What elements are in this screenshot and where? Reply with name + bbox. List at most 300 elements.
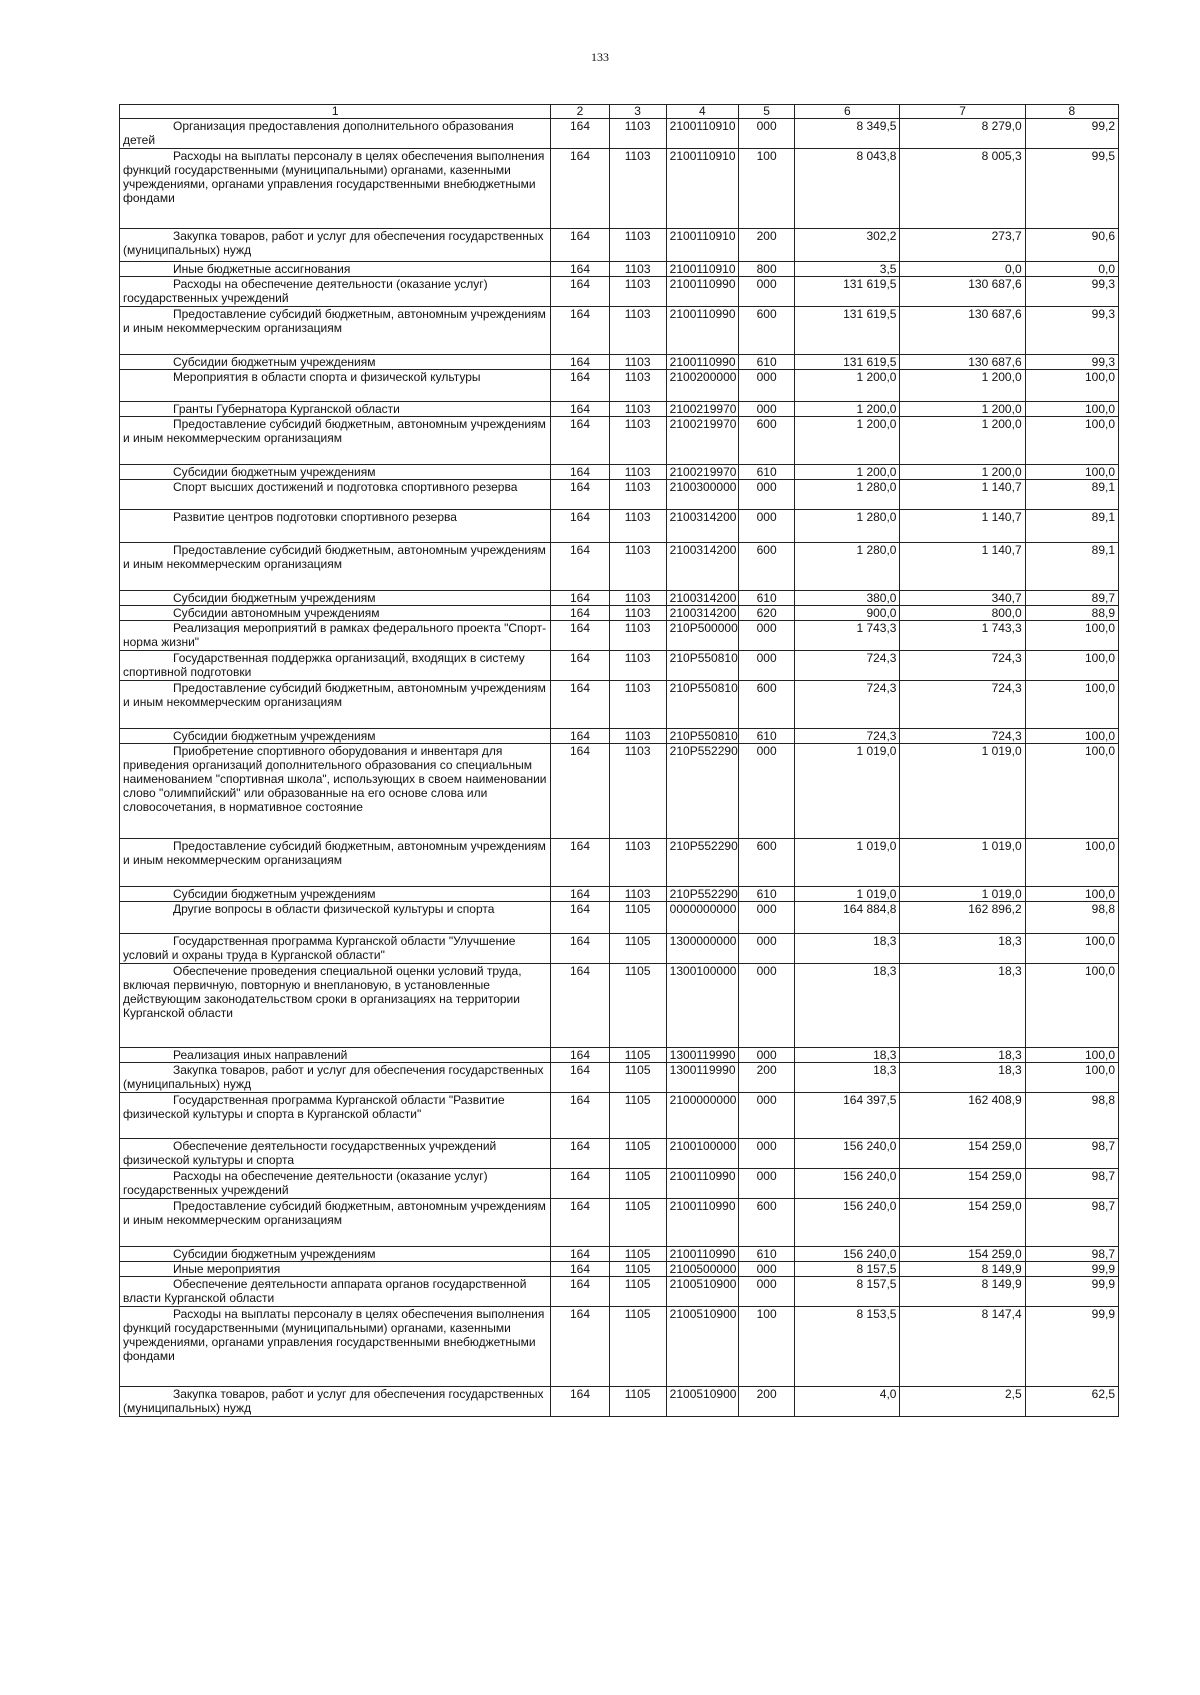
percent-cell: 0,0 — [1025, 262, 1118, 277]
table-row — [120, 119, 1119, 149]
target-article-cell: 2100314200 — [666, 591, 738, 606]
percent-cell: 88,9 — [1025, 606, 1118, 621]
plan-amount-cell: 18,3 — [795, 1048, 900, 1063]
table-row — [120, 651, 1119, 681]
table-row — [120, 606, 1119, 621]
target-article-cell: 1300100000 — [666, 964, 738, 1048]
ministry-code-cell: 164 — [551, 1093, 609, 1139]
percent-cell: 89,1 — [1025, 510, 1118, 543]
plan-amount-cell: 1 280,0 — [795, 510, 900, 543]
row-name-text: Предоставление субсидий бюджетным, автономным учреждениям и иным некоммерческим организациям — [123, 1199, 546, 1227]
ministry-code-cell: 164 — [551, 839, 609, 887]
fact-amount-cell: 1 140,7 — [900, 480, 1025, 510]
ministry-code-cell: 164 — [551, 1048, 609, 1063]
expense-type-cell: 610 — [739, 355, 795, 370]
row-name-text: Государственная программа Курганской области "Развитие физической культуры и спорта в Курганской области" — [123, 1093, 505, 1121]
percent-cell: 89,1 — [1025, 543, 1118, 591]
fact-amount-cell: 0,0 — [900, 262, 1025, 277]
row-name-cell — [120, 370, 551, 402]
fact-amount-cell: 8 147,4 — [900, 1307, 1025, 1387]
row-name-text: Иные бюджетные ассигнования — [173, 262, 351, 276]
section-code-cell: 1105 — [609, 1199, 666, 1247]
expense-type-cell: 800 — [739, 262, 795, 277]
table-row — [120, 1199, 1119, 1247]
ministry-code-cell: 164 — [551, 887, 609, 902]
percent-cell: 100,0 — [1025, 651, 1118, 681]
section-code-cell: 1105 — [609, 1247, 666, 1262]
section-code-cell: 1105 — [609, 934, 666, 964]
table-row — [120, 465, 1119, 480]
row-name-text: Организация предоставления дополнительного образования детей — [123, 119, 514, 147]
plan-amount-cell: 8 043,8 — [795, 149, 900, 229]
section-code-cell: 1103 — [609, 402, 666, 417]
plan-amount-cell: 1 200,0 — [795, 402, 900, 417]
target-article-cell: 2100110990 — [666, 1199, 738, 1247]
percent-cell: 100,0 — [1025, 465, 1118, 480]
percent-cell: 62,5 — [1025, 1387, 1118, 1417]
plan-amount-cell: 724,3 — [795, 729, 900, 744]
table-row — [120, 1093, 1119, 1139]
expense-type-cell: 000 — [739, 277, 795, 307]
fact-amount-cell: 8 005,3 — [900, 149, 1025, 229]
table-row — [120, 591, 1119, 606]
target-article-cell: 2100314200 — [666, 606, 738, 621]
target-article-cell: 2100314200 — [666, 510, 738, 543]
ministry-code-cell: 164 — [551, 370, 609, 402]
table-row — [120, 964, 1119, 1048]
row-name-text: Приобретение спортивного оборудования и инвентаря для приведения организаций дополнительного образования со специальным наименованием "спортивная школа", использующих в своем наименовании слово "олимпийский" или образованные на его основе слова или словосочетания, в нормативное состояние — [123, 744, 547, 814]
row-name-text: Предоставление субсидий бюджетным, автономным учреждениям и иным некоммерческим организациям — [123, 307, 546, 335]
row-name-text: Реализация мероприятий в рамках федерального проекта "Спорт-норма жизни" — [123, 621, 547, 649]
section-code-cell: 1105 — [609, 1307, 666, 1387]
table-row — [120, 1169, 1119, 1199]
fact-amount-cell: 1 200,0 — [900, 370, 1025, 402]
expense-type-cell: 000 — [739, 1139, 795, 1169]
expense-type-cell: 000 — [739, 902, 795, 934]
expense-type-cell: 000 — [739, 621, 795, 651]
row-name-text: Реализация иных направлений — [173, 1048, 348, 1062]
target-article-cell: 2100110910 — [666, 229, 738, 262]
row-name-text: Обеспечение проведения специальной оценки условий труда, включая первичную, повторную и внеплановую, в установленные действующим законодательством сроки в организациях на территории Курганской области — [123, 964, 522, 1020]
section-code-cell: 1103 — [609, 744, 666, 839]
section-code-cell: 1103 — [609, 729, 666, 744]
ministry-code-cell: 164 — [551, 591, 609, 606]
table-body — [120, 119, 1119, 1417]
expense-type-cell: 600 — [739, 681, 795, 729]
plan-amount-cell: 156 240,0 — [795, 1139, 900, 1169]
section-code-cell: 1103 — [609, 277, 666, 307]
ministry-code-cell: 164 — [551, 402, 609, 417]
page-number: 133 — [591, 50, 609, 64]
expense-type-cell: 000 — [739, 370, 795, 402]
percent-cell: 99,9 — [1025, 1277, 1118, 1307]
fact-amount-cell: 1 140,7 — [900, 510, 1025, 543]
section-code-cell: 1105 — [609, 1139, 666, 1169]
fact-amount-cell: 8 149,9 — [900, 1262, 1025, 1277]
row-name-cell — [120, 651, 551, 681]
percent-cell: 98,7 — [1025, 1247, 1118, 1262]
row-name-text: Развитие центров подготовки спортивного резерва — [173, 510, 457, 524]
section-code-cell: 1103 — [609, 229, 666, 262]
fact-amount-cell: 724,3 — [900, 651, 1025, 681]
percent-cell: 100,0 — [1025, 729, 1118, 744]
expense-type-cell: 000 — [739, 651, 795, 681]
row-name-cell — [120, 1093, 551, 1139]
plan-amount-cell: 1 280,0 — [795, 543, 900, 591]
ministry-code-cell: 164 — [551, 1169, 609, 1199]
table-row — [120, 1307, 1119, 1387]
row-name-cell — [120, 510, 551, 543]
ministry-code-cell: 164 — [551, 1139, 609, 1169]
table-row — [120, 355, 1119, 370]
plan-amount-cell: 131 619,5 — [795, 277, 900, 307]
table-row — [120, 902, 1119, 934]
target-article-cell: 210P550810 — [666, 681, 738, 729]
expense-type-cell: 000 — [739, 1048, 795, 1063]
table-header — [120, 105, 1119, 119]
plan-amount-cell: 1 200,0 — [795, 370, 900, 402]
ministry-code-cell: 164 — [551, 729, 609, 744]
fact-amount-cell: 18,3 — [900, 964, 1025, 1048]
row-name-cell — [120, 1169, 551, 1199]
target-article-cell: 2100219970 — [666, 402, 738, 417]
percent-cell: 89,7 — [1025, 591, 1118, 606]
ministry-code-cell: 164 — [551, 277, 609, 307]
row-name-cell — [120, 1199, 551, 1247]
column-header-section: 3 — [609, 105, 666, 119]
percent-cell: 100,0 — [1025, 839, 1118, 887]
row-name-text: Государственная программа Курганской области "Улучшение условий и охраны труда в Курганской области" — [123, 934, 516, 962]
column-header-fact: 7 — [900, 105, 1025, 119]
row-name-text: Расходы на обеспечение деятельности (оказание услуг) государственных учреждений — [123, 1169, 488, 1197]
row-name-cell — [120, 262, 551, 277]
row-name-text: Субсидии бюджетным учреждениям — [173, 591, 376, 605]
plan-amount-cell: 3,5 — [795, 262, 900, 277]
plan-amount-cell: 1 019,0 — [795, 744, 900, 839]
row-name-cell — [120, 229, 551, 262]
row-name-text: Закупка товаров, работ и услуг для обеспечения государственных (муниципальных) нужд — [123, 1387, 544, 1415]
target-article-cell: 2100100000 — [666, 1139, 738, 1169]
section-code-cell: 1103 — [609, 510, 666, 543]
row-name-cell — [120, 591, 551, 606]
plan-amount-cell: 8 157,5 — [795, 1262, 900, 1277]
expense-type-cell: 200 — [739, 229, 795, 262]
plan-amount-cell: 302,2 — [795, 229, 900, 262]
plan-amount-cell: 156 240,0 — [795, 1247, 900, 1262]
expense-type-cell: 600 — [739, 1199, 795, 1247]
ministry-code-cell: 164 — [551, 681, 609, 729]
row-name-text: Обеспечение деятельности аппарата органов государственной власти Курганской области — [123, 1277, 527, 1305]
ministry-code-cell: 164 — [551, 307, 609, 355]
ministry-code-cell: 164 — [551, 465, 609, 480]
target-article-cell: 210P552290 — [666, 839, 738, 887]
expense-type-cell: 600 — [739, 307, 795, 355]
expense-type-cell: 000 — [739, 480, 795, 510]
target-article-cell: 210P550810 — [666, 651, 738, 681]
target-article-cell: 2100219970 — [666, 417, 738, 465]
table-row — [120, 729, 1119, 744]
plan-amount-cell: 1 019,0 — [795, 887, 900, 902]
target-article-cell: 2100314200 — [666, 543, 738, 591]
plan-amount-cell: 8 153,5 — [795, 1307, 900, 1387]
percent-cell: 100,0 — [1025, 964, 1118, 1048]
ministry-code-cell: 164 — [551, 149, 609, 229]
row-name-cell — [120, 465, 551, 480]
ministry-code-cell: 164 — [551, 1277, 609, 1307]
section-code-cell: 1103 — [609, 465, 666, 480]
table-row — [120, 262, 1119, 277]
table-row — [120, 543, 1119, 591]
row-name-cell — [120, 1307, 551, 1387]
ministry-code-cell: 164 — [551, 621, 609, 651]
fact-amount-cell: 130 687,6 — [900, 355, 1025, 370]
expense-type-cell: 610 — [739, 591, 795, 606]
section-code-cell: 1103 — [609, 307, 666, 355]
section-code-cell: 1103 — [609, 591, 666, 606]
plan-amount-cell: 164 397,5 — [795, 1093, 900, 1139]
row-name-cell — [120, 417, 551, 465]
ministry-code-cell: 164 — [551, 1063, 609, 1093]
fact-amount-cell: 1 019,0 — [900, 887, 1025, 902]
expense-type-cell: 610 — [739, 729, 795, 744]
fact-amount-cell: 800,0 — [900, 606, 1025, 621]
fact-amount-cell: 8 149,9 — [900, 1277, 1025, 1307]
column-header-name: 1 — [120, 105, 551, 119]
fact-amount-cell: 1 019,0 — [900, 839, 1025, 887]
target-article-cell: 2100110910 — [666, 119, 738, 149]
target-article-cell: 2100110990 — [666, 1247, 738, 1262]
plan-amount-cell: 900,0 — [795, 606, 900, 621]
row-name-text: Субсидии бюджетным учреждениям — [173, 355, 376, 369]
section-code-cell: 1103 — [609, 149, 666, 229]
percent-cell: 100,0 — [1025, 887, 1118, 902]
table-row — [120, 307, 1119, 355]
percent-cell: 99,2 — [1025, 119, 1118, 149]
column-header-expense-type: 5 — [739, 105, 795, 119]
plan-amount-cell: 156 240,0 — [795, 1169, 900, 1199]
percent-cell: 100,0 — [1025, 370, 1118, 402]
column-header-percent: 8 — [1025, 105, 1118, 119]
target-article-cell: 210P552290 — [666, 744, 738, 839]
table-row — [120, 887, 1119, 902]
row-name-text: Другие вопросы в области физической культуры и спорта — [173, 902, 495, 916]
row-name-cell — [120, 543, 551, 591]
target-article-cell: 2100219970 — [666, 465, 738, 480]
ministry-code-cell: 164 — [551, 934, 609, 964]
row-name-text: Субсидии бюджетным учреждениям — [173, 465, 376, 479]
row-name-cell — [120, 1063, 551, 1093]
fact-amount-cell: 1 200,0 — [900, 402, 1025, 417]
row-name-cell — [120, 1139, 551, 1169]
expense-type-cell: 610 — [739, 887, 795, 902]
fact-amount-cell: 1 140,7 — [900, 543, 1025, 591]
target-article-cell: 2100510900 — [666, 1277, 738, 1307]
percent-cell: 99,3 — [1025, 277, 1118, 307]
row-name-cell — [120, 402, 551, 417]
ministry-code-cell: 164 — [551, 1307, 609, 1387]
ministry-code-cell: 164 — [551, 229, 609, 262]
percent-cell: 98,7 — [1025, 1139, 1118, 1169]
percent-cell: 99,5 — [1025, 149, 1118, 229]
section-code-cell: 1105 — [609, 1262, 666, 1277]
fact-amount-cell: 724,3 — [900, 729, 1025, 744]
target-article-cell: 2100110910 — [666, 149, 738, 229]
section-code-cell: 1103 — [609, 119, 666, 149]
plan-amount-cell: 1 743,3 — [795, 621, 900, 651]
table-row — [120, 480, 1119, 510]
target-article-cell: 2100000000 — [666, 1093, 738, 1139]
table-row — [120, 1387, 1119, 1417]
row-name-cell — [120, 1048, 551, 1063]
ministry-code-cell: 164 — [551, 1199, 609, 1247]
ministry-code-cell: 164 — [551, 1247, 609, 1262]
expense-type-cell: 600 — [739, 543, 795, 591]
fact-amount-cell: 154 259,0 — [900, 1199, 1025, 1247]
plan-amount-cell: 8 157,5 — [795, 1277, 900, 1307]
row-name-text: Обеспечение деятельности государственных учреждений физической культуры и спорта — [123, 1139, 497, 1167]
section-code-cell: 1105 — [609, 1387, 666, 1417]
section-code-cell: 1103 — [609, 370, 666, 402]
section-code-cell: 1103 — [609, 355, 666, 370]
target-article-cell: 2100510900 — [666, 1387, 738, 1417]
expense-type-cell: 100 — [739, 1307, 795, 1387]
row-name-text: Предоставление субсидий бюджетным, автономным учреждениям и иным некоммерческим организациям — [123, 417, 546, 445]
target-article-cell: 2100510900 — [666, 1307, 738, 1387]
ministry-code-cell: 164 — [551, 902, 609, 934]
row-name-cell — [120, 119, 551, 149]
expense-type-cell: 200 — [739, 1063, 795, 1093]
fact-amount-cell: 18,3 — [900, 1063, 1025, 1093]
row-name-text: Субсидии автономным учреждениям — [173, 606, 380, 620]
fact-amount-cell: 2,5 — [900, 1387, 1025, 1417]
plan-amount-cell: 1 019,0 — [795, 839, 900, 887]
fact-amount-cell: 154 259,0 — [900, 1247, 1025, 1262]
section-code-cell: 1105 — [609, 1169, 666, 1199]
section-code-cell: 1103 — [609, 417, 666, 465]
target-article-cell: 0000000000 — [666, 902, 738, 934]
row-name-cell — [120, 307, 551, 355]
row-name-cell — [120, 964, 551, 1048]
plan-amount-cell: 724,3 — [795, 651, 900, 681]
row-name-cell — [120, 1277, 551, 1307]
expense-type-cell: 000 — [739, 1169, 795, 1199]
target-article-cell: 2100110910 — [666, 262, 738, 277]
fact-amount-cell: 1 200,0 — [900, 417, 1025, 465]
expense-type-cell: 620 — [739, 606, 795, 621]
fact-amount-cell: 154 259,0 — [900, 1139, 1025, 1169]
plan-amount-cell: 8 349,5 — [795, 119, 900, 149]
expense-type-cell: 000 — [739, 1093, 795, 1139]
table-row — [120, 402, 1119, 417]
table-row — [120, 510, 1119, 543]
row-name-cell — [120, 355, 551, 370]
percent-cell: 98,8 — [1025, 902, 1118, 934]
expense-type-cell: 000 — [739, 510, 795, 543]
fact-amount-cell: 340,7 — [900, 591, 1025, 606]
table-row — [120, 744, 1119, 839]
target-article-cell: 1300119990 — [666, 1048, 738, 1063]
fact-amount-cell: 724,3 — [900, 681, 1025, 729]
plan-amount-cell: 724,3 — [795, 681, 900, 729]
section-code-cell: 1103 — [609, 887, 666, 902]
row-name-text: Субсидии бюджетным учреждениям — [173, 729, 376, 743]
row-name-text: Спорт высших достижений и подготовка спортивного резерва — [173, 480, 518, 494]
fact-amount-cell: 273,7 — [900, 229, 1025, 262]
header-row — [120, 105, 1119, 119]
section-code-cell: 1103 — [609, 543, 666, 591]
section-code-cell: 1105 — [609, 1277, 666, 1307]
section-code-cell: 1103 — [609, 606, 666, 621]
expense-type-cell: 000 — [739, 934, 795, 964]
fact-amount-cell: 1 200,0 — [900, 465, 1025, 480]
expense-type-cell: 100 — [739, 149, 795, 229]
percent-cell: 98,7 — [1025, 1199, 1118, 1247]
row-name-text: Государственная поддержка организаций, входящих в систему спортивной подготовки — [123, 651, 525, 679]
plan-amount-cell: 164 884,8 — [795, 902, 900, 934]
section-code-cell: 1105 — [609, 1063, 666, 1093]
fact-amount-cell: 162 896,2 — [900, 902, 1025, 934]
ministry-code-cell: 164 — [551, 1262, 609, 1277]
plan-amount-cell: 18,3 — [795, 934, 900, 964]
section-code-cell: 1103 — [609, 262, 666, 277]
row-name-text: Предоставление субсидий бюджетным, автономным учреждениям и иным некоммерческим организациям — [123, 681, 546, 709]
percent-cell: 100,0 — [1025, 1048, 1118, 1063]
target-article-cell: 2100500000 — [666, 1262, 738, 1277]
target-article-cell: 2100110990 — [666, 355, 738, 370]
expense-type-cell: 610 — [739, 1247, 795, 1262]
fact-amount-cell: 1 743,3 — [900, 621, 1025, 651]
fact-amount-cell: 162 408,9 — [900, 1093, 1025, 1139]
percent-cell: 100,0 — [1025, 402, 1118, 417]
plan-amount-cell: 18,3 — [795, 1063, 900, 1093]
expense-type-cell: 000 — [739, 964, 795, 1048]
row-name-text: Предоставление субсидий бюджетным, автономным учреждениям и иным некоммерческим организациям — [123, 543, 546, 571]
row-name-text: Мероприятия в области спорта и физической культуры — [173, 370, 481, 384]
plan-amount-cell: 1 200,0 — [795, 465, 900, 480]
row-name-text: Расходы на обеспечение деятельности (оказание услуг) государственных учреждений — [123, 277, 488, 305]
ministry-code-cell: 164 — [551, 262, 609, 277]
expense-type-cell: 600 — [739, 839, 795, 887]
row-name-text: Закупка товаров, работ и услуг для обеспечения государственных (муниципальных) нужд — [123, 229, 544, 257]
row-name-cell — [120, 1262, 551, 1277]
table-row — [120, 1063, 1119, 1093]
section-code-cell: 1103 — [609, 480, 666, 510]
target-article-cell: 2100300000 — [666, 480, 738, 510]
ministry-code-cell: 164 — [551, 651, 609, 681]
plan-amount-cell: 131 619,5 — [795, 307, 900, 355]
ministry-code-cell: 164 — [551, 606, 609, 621]
plan-amount-cell: 131 619,5 — [795, 355, 900, 370]
table-row — [120, 370, 1119, 402]
percent-cell: 100,0 — [1025, 621, 1118, 651]
budget-table — [119, 104, 1119, 1417]
table-row — [120, 1048, 1119, 1063]
row-name-cell — [120, 621, 551, 651]
row-name-text: Закупка товаров, работ и услуг для обеспечения государственных (муниципальных) нужд — [123, 1063, 544, 1091]
target-article-cell: 1300000000 — [666, 934, 738, 964]
percent-cell: 98,7 — [1025, 1169, 1118, 1199]
fact-amount-cell: 18,3 — [900, 1048, 1025, 1063]
target-article-cell: 1300119990 — [666, 1063, 738, 1093]
section-code-cell: 1103 — [609, 651, 666, 681]
ministry-code-cell: 164 — [551, 480, 609, 510]
plan-amount-cell: 1 200,0 — [795, 417, 900, 465]
row-name-text: Субсидии бюджетным учреждениям — [173, 1247, 376, 1261]
percent-cell: 89,1 — [1025, 480, 1118, 510]
row-name-text: Гранты Губернатора Курганской области — [173, 402, 400, 416]
table-row — [120, 1139, 1119, 1169]
percent-cell: 100,0 — [1025, 1063, 1118, 1093]
